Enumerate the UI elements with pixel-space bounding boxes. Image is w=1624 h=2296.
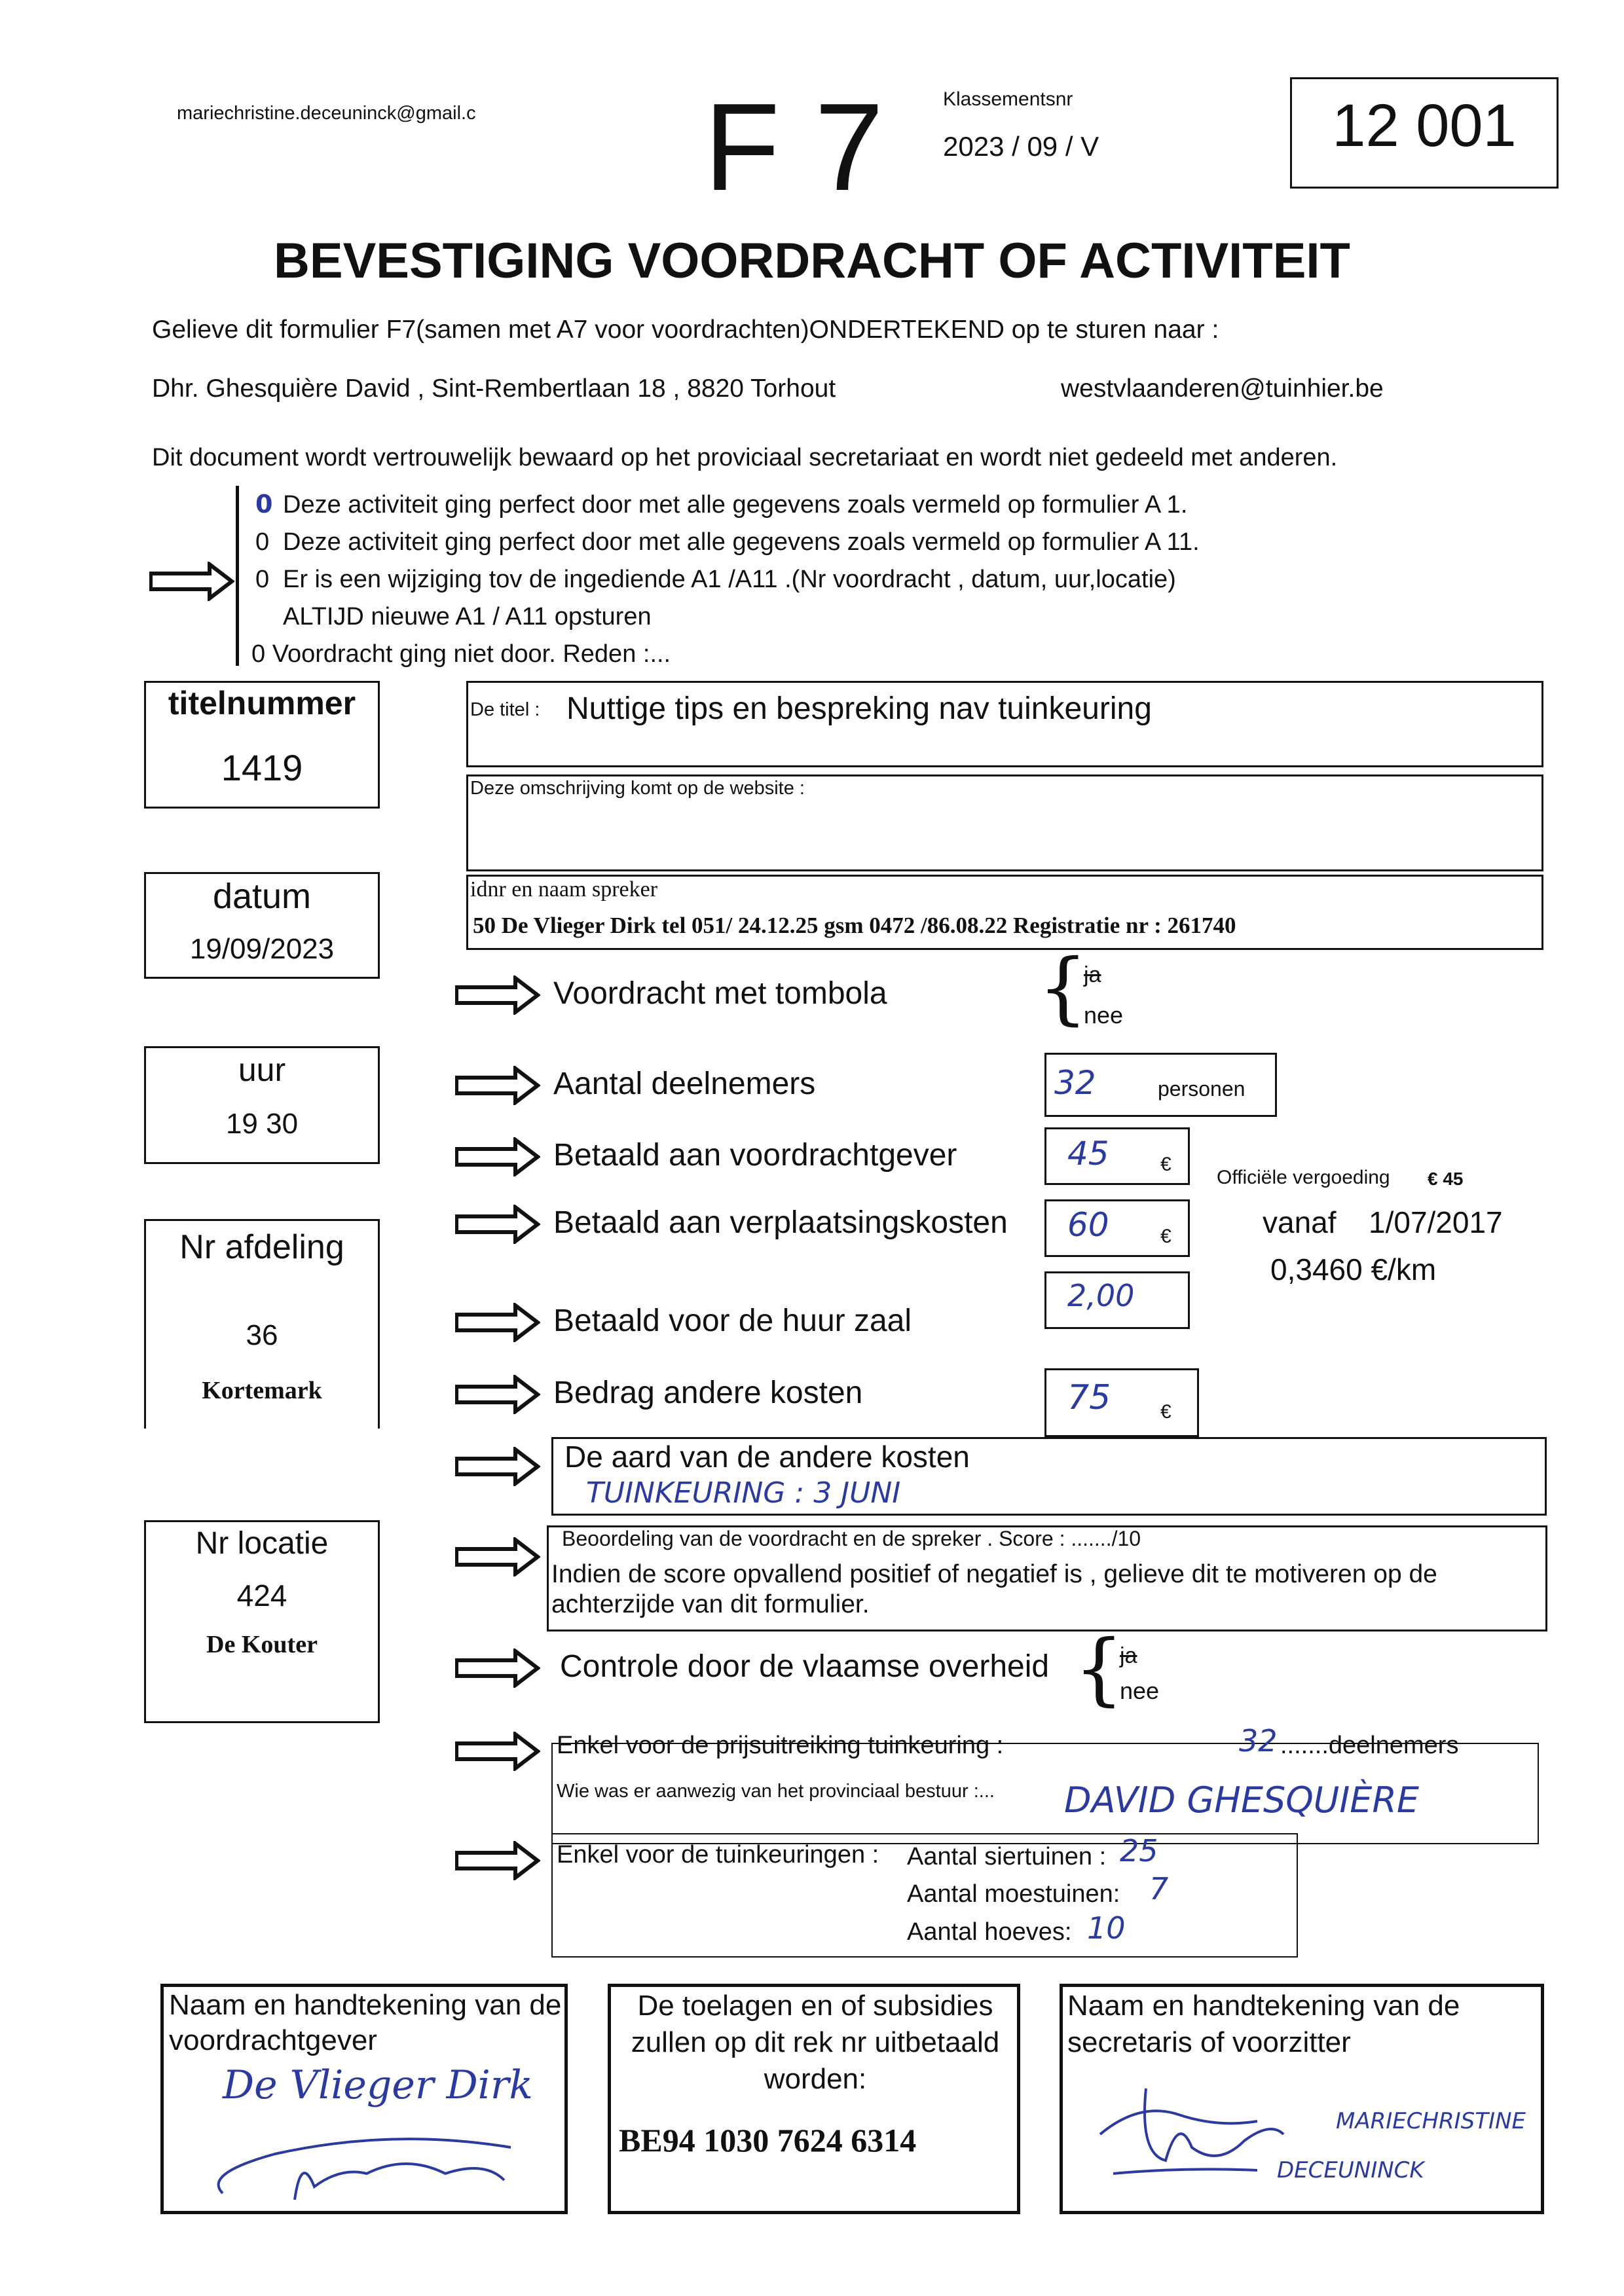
aard-value[interactable]: TUINKEURING : 3 JUNI bbox=[586, 1476, 901, 1510]
spreker-label: idnr en naam spreker bbox=[470, 877, 658, 902]
moestuinen-label: Aantal moestuinen: bbox=[907, 1880, 1120, 1908]
uur-label: uur bbox=[238, 1051, 286, 1088]
option-wijziging[interactable] bbox=[255, 561, 1200, 598]
option-text: Deze activiteit ging perfect door met alle gegevens zoals vermeld op formulier A 11. bbox=[283, 528, 1200, 556]
form-number: 12 001 bbox=[1332, 92, 1517, 159]
arrow-icon bbox=[455, 1137, 540, 1176]
option-mark: 0 bbox=[251, 640, 266, 668]
option-mark: 0 bbox=[255, 528, 270, 556]
uur-value[interactable]: 19 30 bbox=[225, 1108, 299, 1140]
controle-label: Controle door de vlaamse overheid bbox=[560, 1649, 1050, 1684]
arrow-icon bbox=[455, 1649, 540, 1688]
andere-value[interactable]: 75 bbox=[1067, 1378, 1111, 1417]
arrow-icon bbox=[455, 1537, 540, 1576]
confidential-note: Dit document wordt vertrouwelijk bewaard op het proviciaal secretariaat en wordt niet gedeeld met anderen. bbox=[152, 444, 1338, 471]
datum-value[interactable]: 19/09/2023 bbox=[189, 933, 335, 965]
hoeves-label: Aantal hoeves: bbox=[907, 1918, 1072, 1946]
titel-value[interactable]: Nuttige tips en bespreking nav tuinkeuring bbox=[566, 691, 1152, 726]
siertuinen-value[interactable]: 25 bbox=[1120, 1833, 1158, 1868]
andere-label: Bedrag andere kosten bbox=[553, 1376, 863, 1410]
huur-value[interactable]: 2,00 bbox=[1067, 1278, 1135, 1313]
arrow-icon bbox=[455, 975, 540, 1015]
option-niet-door[interactable] bbox=[251, 636, 1200, 673]
option-a11[interactable] bbox=[255, 524, 1200, 561]
option-mark: 0 bbox=[255, 566, 270, 593]
arrow-icon bbox=[455, 1205, 540, 1244]
locatie-label: Nr locatie bbox=[195, 1526, 329, 1561]
secretaris-signature-line2[interactable]: DECEUNINCK bbox=[1277, 2157, 1424, 2183]
vanaf-date: 1/07/2017 bbox=[1369, 1205, 1503, 1239]
form-code: F 7 bbox=[704, 78, 884, 217]
option-mark: 0 bbox=[255, 490, 273, 519]
tombola-ja[interactable]: ja bbox=[1084, 962, 1101, 987]
tombola-label: Voordracht met tombola bbox=[553, 976, 887, 1011]
arrow-icon bbox=[455, 1066, 540, 1105]
controle-brace: { bbox=[1074, 1624, 1124, 1715]
arrow-icon bbox=[455, 1447, 540, 1486]
arrow-icon bbox=[149, 562, 234, 601]
locatie-value[interactable]: 424 bbox=[236, 1578, 287, 1613]
prijs-value[interactable]: 32 bbox=[1239, 1723, 1278, 1758]
euro-sign: € bbox=[1160, 1226, 1172, 1247]
omschrijving-label: Deze omschrijving komt op de website : bbox=[470, 778, 805, 799]
datum-label: datum bbox=[212, 877, 312, 916]
huur-label: Betaald voor de huur zaal bbox=[553, 1303, 912, 1338]
option-text: Er is een wijziging tov de ingediende A1 /A11 .(Nr voordracht , datum, uur,locatie) bbox=[283, 566, 1176, 593]
siertuinen-label: Aantal siertuinen : bbox=[907, 1843, 1107, 1870]
prijs-unit: .......deelnemers bbox=[1280, 1732, 1459, 1759]
arrow-icon bbox=[455, 1375, 540, 1414]
controle-ja[interactable]: ja bbox=[1120, 1643, 1137, 1668]
verplaatsing-label: Betaald aan verplaatsingskosten bbox=[553, 1205, 1008, 1240]
option-text: Deze activiteit ging perfect door met alle gegevens zoals vermeld op formulier A 1. bbox=[283, 491, 1188, 519]
titelnummer-label: titelnummer bbox=[168, 685, 356, 721]
hoeves-value[interactable]: 10 bbox=[1087, 1910, 1126, 1946]
deelnemers-label: Aantal deelnemers bbox=[553, 1066, 816, 1101]
option-note bbox=[255, 598, 1200, 636]
tombola-brace: { bbox=[1038, 943, 1088, 1034]
page-title: BEVESTIGING VOORDRACHT OF ACTIVITEIT bbox=[274, 233, 1350, 289]
options-list bbox=[251, 486, 1200, 673]
option-text: ALTIJD nieuwe A1 / A11 opsturen bbox=[283, 603, 652, 630]
deelnemers-unit: personen bbox=[1158, 1077, 1246, 1101]
option-text: Voordracht ging niet door. Reden :... bbox=[272, 640, 671, 668]
controle-nee[interactable]: nee bbox=[1120, 1677, 1160, 1704]
address-line: Dhr. Ghesquière David , Sint-Rembertlaan 18 , 8820 Torhout bbox=[152, 374, 836, 403]
titelnummer-value[interactable]: 1419 bbox=[221, 747, 303, 788]
euro-sign: € bbox=[1160, 1154, 1172, 1175]
aanwezig-value[interactable]: DAVID GHESQUIÈRE bbox=[1064, 1779, 1420, 1821]
rekening-title: De toelagen en of subsidies zullen op dit rek nr uitbetaald worden: bbox=[631, 1990, 1000, 2095]
arrow-icon bbox=[455, 1732, 540, 1771]
iban-value: BE94 1030 7624 6314 bbox=[619, 2122, 917, 2159]
afdeling-label: Nr afdeling bbox=[179, 1228, 344, 1266]
betaald-voordracht-label: Betaald aan voordrachtgever bbox=[553, 1138, 957, 1173]
verplaatsing-value[interactable]: 60 bbox=[1067, 1206, 1109, 1244]
options-bar bbox=[236, 486, 239, 666]
euro-sign: € bbox=[1160, 1401, 1172, 1423]
moestuinen-value[interactable]: 7 bbox=[1149, 1871, 1169, 1906]
afdeling-value[interactable]: 36 bbox=[246, 1319, 278, 1351]
afdeling-name: Kortemark bbox=[202, 1377, 322, 1404]
aard-label: De aard van de andere kosten bbox=[564, 1440, 970, 1474]
aanwezig-label: Wie was er aanwezig van het provinciaal bestuur :... bbox=[557, 1781, 995, 1802]
klassement-label: Klassementsnr bbox=[943, 88, 1073, 110]
arrow-icon bbox=[455, 1841, 540, 1880]
officiele-value: € 45 bbox=[1428, 1169, 1464, 1189]
locatie-name: De Kouter bbox=[206, 1631, 318, 1658]
option-a1[interactable] bbox=[255, 486, 1200, 524]
spreker-value[interactable]: 50 De Vlieger Dirk tel 051/ 24.12.25 gsm 0472 /86.08.22 Registratie nr : 261740 bbox=[473, 913, 1236, 938]
voordrachtgever-signature[interactable]: De Vlieger Dirk bbox=[223, 2062, 533, 2108]
instruction-line: Gelieve dit formulier F7(samen met A7 voor voordrachten)ONDERTEKEND op te sturen naar : bbox=[152, 316, 1219, 344]
officiele-label: Officiële vergoeding bbox=[1217, 1167, 1390, 1188]
email-header: mariechristine.deceuninck@gmail.c bbox=[177, 103, 476, 124]
deelnemers-value[interactable]: 32 bbox=[1054, 1064, 1096, 1102]
address-email: westvlaanderen@tuinhier.be bbox=[1061, 374, 1384, 403]
tuinkeuring-label: Enkel voor de tuinkeuringen : bbox=[557, 1841, 879, 1868]
beoordeling-text: Indien de score opvallend positief of negatief is , gelieve dit te motiveren op de achterzijde van dit formulier. bbox=[551, 1560, 1437, 1618]
vanaf-label: vanaf bbox=[1263, 1205, 1337, 1239]
secretaris-signature-line1[interactable]: MARIECHRISTINE bbox=[1336, 2108, 1526, 2134]
km-rate: 0,3460 €/km bbox=[1270, 1252, 1437, 1286]
klassement-value: 2023 / 09 / V bbox=[943, 131, 1099, 162]
voordrachtgever-title: Naam en handtekening van de voordrachtgever bbox=[169, 1989, 562, 2056]
secretaris-title: Naam en handtekening van de secretaris of voorzitter bbox=[1067, 1990, 1460, 2058]
signature-scribble-icon bbox=[196, 2115, 563, 2206]
beoordeling-label: Beoordeling van de voordracht en de spreker . Score : ......./10 bbox=[562, 1527, 1141, 1550]
prijs-label: Enkel voor de prijsuitreiking tuinkeuring : bbox=[557, 1732, 1004, 1759]
betaald-voordracht-value[interactable]: 45 bbox=[1067, 1135, 1109, 1173]
titel-label: De titel : bbox=[470, 699, 540, 720]
tombola-nee[interactable]: nee bbox=[1084, 1002, 1124, 1029]
arrow-icon bbox=[455, 1303, 540, 1342]
